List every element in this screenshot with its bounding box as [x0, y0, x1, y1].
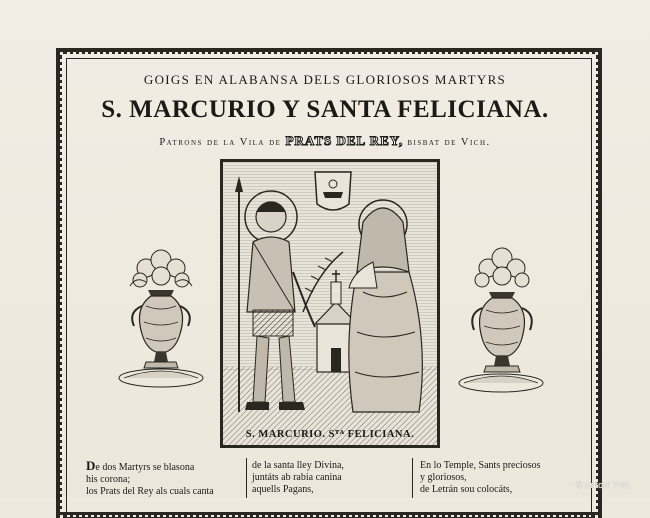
subtitle-prefix: Patrons de la Vila de: [159, 137, 282, 148]
heading-title: S. MARCURIO Y SANTA FELICIANA.: [101, 96, 549, 123]
verse-line: juntáts ab rabia canina: [252, 472, 342, 483]
column-divider: [246, 458, 247, 498]
verse-line: aquells Pagans,: [252, 484, 314, 495]
subtitle-place: PRATS DEL REY,: [285, 133, 404, 148]
watermark: © Antoni Prat: [576, 480, 630, 490]
coat-of-arms-icon: [315, 172, 351, 210]
heading-line-1: GOIGS EN ALABANSA DELS GLORIOSOS MARTYRS: [143, 72, 507, 87]
engraving-caption: S. MARCURIO. Sᵀᴬ FELICIANA.: [245, 429, 415, 440]
heading-subtitle: [0, 133, 650, 149]
verse-line: y gloriosos,: [420, 472, 467, 483]
drop-cap: D: [86, 458, 96, 473]
verse-column-2: [252, 460, 344, 496]
right-vase-icon: [456, 246, 546, 396]
verse-column-1: [86, 460, 214, 498]
verse-line-text: e dos Martyrs se blasona: [95, 462, 195, 473]
verse-line: [86, 460, 214, 474]
saints-engraving: [220, 159, 440, 448]
verse-line: de la santa lley Divina,: [252, 460, 344, 471]
verse-column-3: [420, 460, 541, 496]
subtitle-suffix: bisbat de Vich.: [407, 137, 491, 148]
column-divider: [412, 458, 413, 498]
left-vase-icon: [116, 246, 206, 391]
verse-line: de Letrán sou colocáts,: [420, 484, 513, 495]
verse-line: En lo Temple, Sants preciosos: [420, 460, 541, 471]
verse-line: his corona;: [86, 474, 131, 485]
verse-line: los Prats del Rey als cuals canta: [86, 486, 214, 497]
